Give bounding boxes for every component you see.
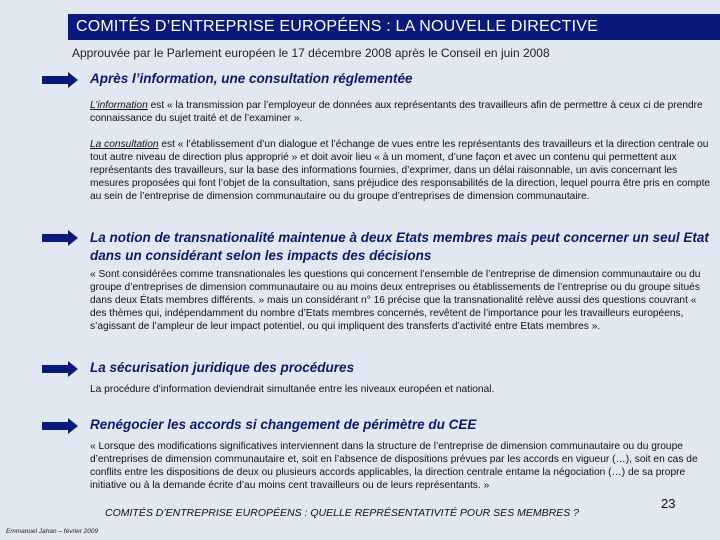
slide-subtitle: Approuvée par le Parlement européen le 17 décembre 2008 après le Conseil en juin 2008 (72, 46, 550, 60)
author-credit: Emmanuel Jahan – février 2009 (6, 528, 99, 535)
section-text-2: « Sont considérées comme transnationales les questions qui concernent l’ensemble de l’entreprise de dimension communautaire ou du groupe d’entreprises de dimension communautaire ou au moins deux entreprises ou établissements de l’entreprise ou du groupe situés dans deux États membres différents. » mais un considérant n° 16 précise que la transnationalité relève aussi des questions couvrant « des thèmes qui, indépendamment du nombre d’Etats membres concernés, revêtent de l’importance pour les travailleurs européens, s’agissant de l’ampleur de leur impact potentiel, ou qui impliquent des transferts d’activité entre Etats membres ». (90, 269, 701, 332)
section-paragraph-information (90, 99, 712, 125)
section-heading-2: La notion de transnationalité maintenue à deux Etats membres mais peut concerner un seul Etat dans un considérant selon les impacts des décisions (90, 230, 709, 263)
section-heading-4: Renégocier les accords si changement de périmètre du CEE (90, 417, 477, 432)
page-number: 23 (661, 496, 676, 511)
definition-consultation: est « l’établissement d’un dialogue et l’échange de vues entre les représentants des travailleurs et la direction centrale ou tout autre niveau de direction plus approprié » et doit avoir lieu « à un moment, d’une façon et avec un contenu qui permettent aux représentants des travailleurs, sur la base des informations fournies, d’exprimer, dans un délai raisonnable, un avis concernant les mesures proposées qui font l’objet de la consultation, sans préjudice des responsabilités de la direction, lequel pourra être pris en compte au sein de l’entreprise de dimension communautaire ou du groupe d’entreprises de dimension communautaire. (90, 139, 711, 202)
footer-question: COMITÉS D’ENTREPRISE EUROPÉENS : QUELLE REPRÉSENTATIVITÉ POUR SES MEMBRES ? (105, 507, 579, 519)
section-text-3: La procédure d’information deviendrait simultanée entre les niveaux européen et national. (90, 384, 495, 395)
arrow-right-icon (42, 361, 78, 377)
slide-title: COMITÉS D’ENTREPRISE EUROPÉENS : LA NOUVELLE DIRECTIVE (68, 14, 720, 40)
arrow-right-icon (42, 230, 78, 246)
term-consultation: La consultation (90, 139, 159, 150)
arrow-right-icon (42, 72, 78, 88)
section-text-4: « Lorsque des modifications significatives interviennent dans la structure de l’entreprise de dimension communautaire ou du groupe d’entreprises de dimension communautaire et, soit en l’absence de dispositions prévues par les accords en vigueur (…), soit en cas de conflits entre les dispositions de deux ou plusieurs accords applicables, la direction centrale entame la négociation (…) de sa propre initiative ou à la demande écrite d’au moins cent travailleurs ou de leurs représentants. » (90, 441, 698, 491)
section-heading-1: Après l’information, une consultation réglementée (90, 71, 413, 86)
section-paragraph-consultation (90, 138, 712, 203)
definition-information: est « la transmission par l’employeur de données aux représentants des travailleurs afin de permettre à ceux ci de prendre connaissance du sujet traité et de l’examiner ». (90, 100, 703, 124)
section-heading-3: La sécurisation juridique des procédures (90, 360, 355, 375)
term-information: L’information (90, 100, 148, 111)
arrow-right-icon (42, 418, 78, 434)
